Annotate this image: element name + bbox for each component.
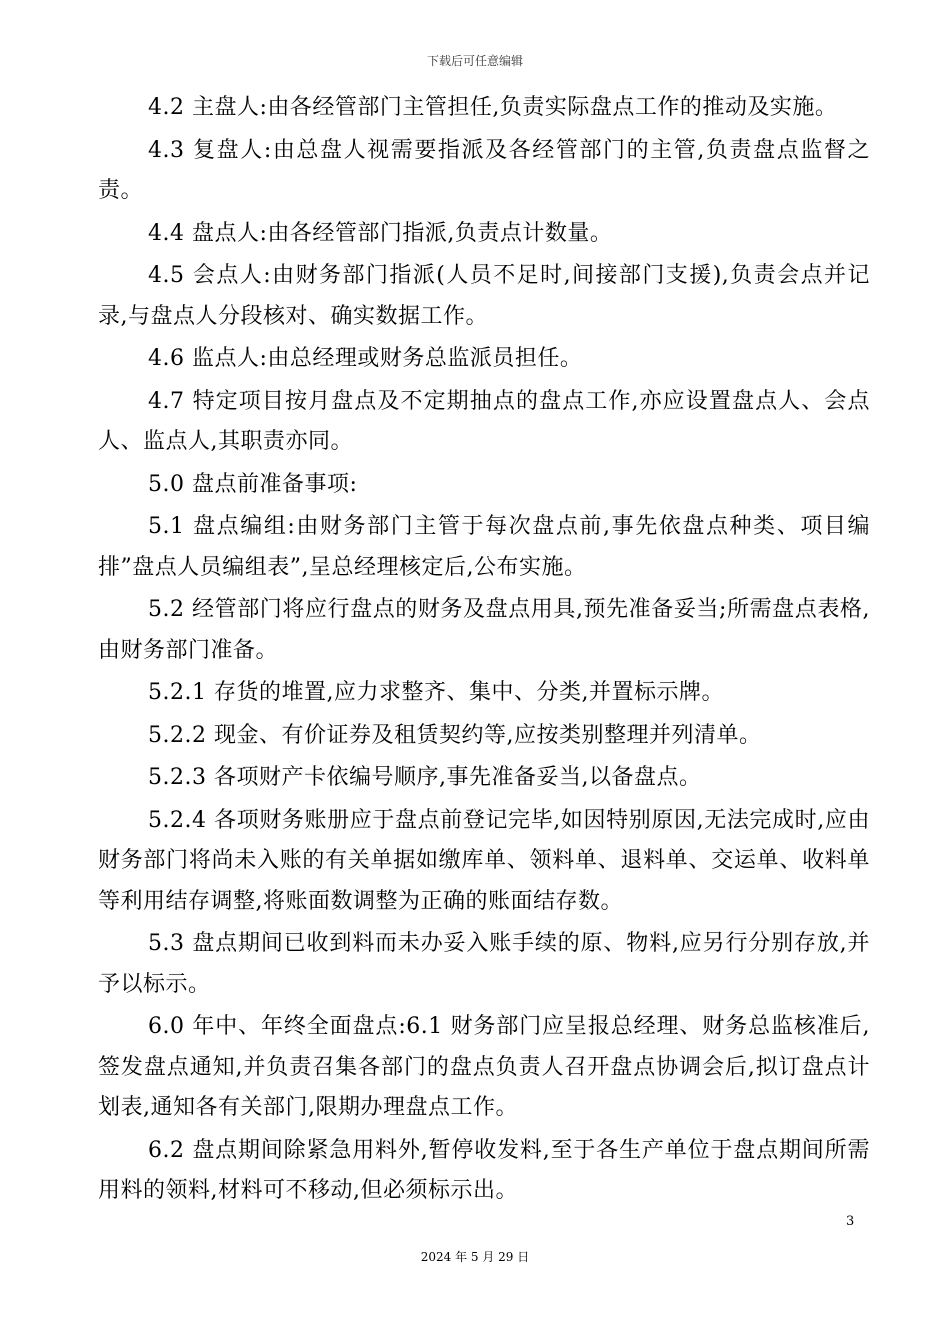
paragraph-5-0: 5.0 盘点前准备事项: [148,471,358,497]
paragraph-4-6: 4.6 监点人:由总经理或财务总监派员担任。 [148,346,583,371]
paragraph-4-2: 4.2 主盘人:由各经管部门主管担任,负责实际盘点工作的推动及实施。 [148,95,838,120]
paragraph-5-2-4: 5.2.4 各项财务账册应于盘点前登记完毕,如因特别原因,无法完成时,应由财务部门将尚未入账的有关单据如缴库单、领料单、退料单、交运单、收料单等利用结存调整,将账面数调整为正确的账面结存数。 [98,807,870,914]
paragraph-4-4: 4.4 盘点人:由各经管部门指派,负责点计数量。 [148,220,613,246]
paragraph-4-3: 4.3 复盘人:由总盘人视需要指派及各经管部门的主管,负责盘点监督之责。 [98,137,870,203]
paragraph-5-2-3: 5.2.3 各项财产卡依编号顺序,事先准备妥当,以备盘点。 [148,765,702,790]
paragraph-5-1: 5.1 盘点编组:由财务部门主管于每次盘点前,事先依盘点种类、项目编排”盘点人员编组表”,呈总经理核定后,公布实施。 [98,514,870,580]
paragraph-5-3: 5.3 盘点期间已收到料而未办妥入账手续的原、物料,应另行分别存放,并予以标示。 [98,931,870,997]
page-footer-date: 2024 年 5 月 29 日 [420,1250,530,1264]
page-header: 下载后可任意编辑 [426,54,523,68]
paragraph-4-7: 4.7 特定项目按月盘点及不定期抽点的盘点工作,亦应设置盘点人、会点人、监点人,其职责亦同。 [98,388,870,454]
paragraph-5-2-2: 5.2.2 现金、有价证券及租赁契约等,应按类别整理并列清单。 [148,722,762,748]
paragraph-6-2: 6.2 盘点期间除紧急用料外,暂停收发料,至于各生产单位于盘点期间所需用料的领料,材料可不移动,但必须标示出。 [98,1137,870,1203]
paragraph-5-2-1: 5.2.1 存货的堆置,应力求整齐、集中、分类,并置标示牌。 [148,680,724,705]
paragraph-4-5: 4.5 会点人:由财务部门指派(人员不足时,间接部门支援),负责会点并记录,与盘点人分段核对、确实数据工作。 [98,263,870,329]
paragraph-5-2: 5.2 经管部门将应行盘点的财务及盘点用具,预先准备妥当;所需盘点表格,由财务部门准备。 [98,597,870,663]
document-body [98,88,870,1214]
paragraph-6-0: 6.0 年中、年终全面盘点:6.1 财务部门应呈报总经理、财务总监核准后,签发盘点通知,并负责召集各部门的盘点负责人召开盘点协调会后,拟订盘点计划表,通知各有关部门,限期办理盘点工作。 [98,1014,870,1120]
page-number: 3 [846,1214,855,1229]
